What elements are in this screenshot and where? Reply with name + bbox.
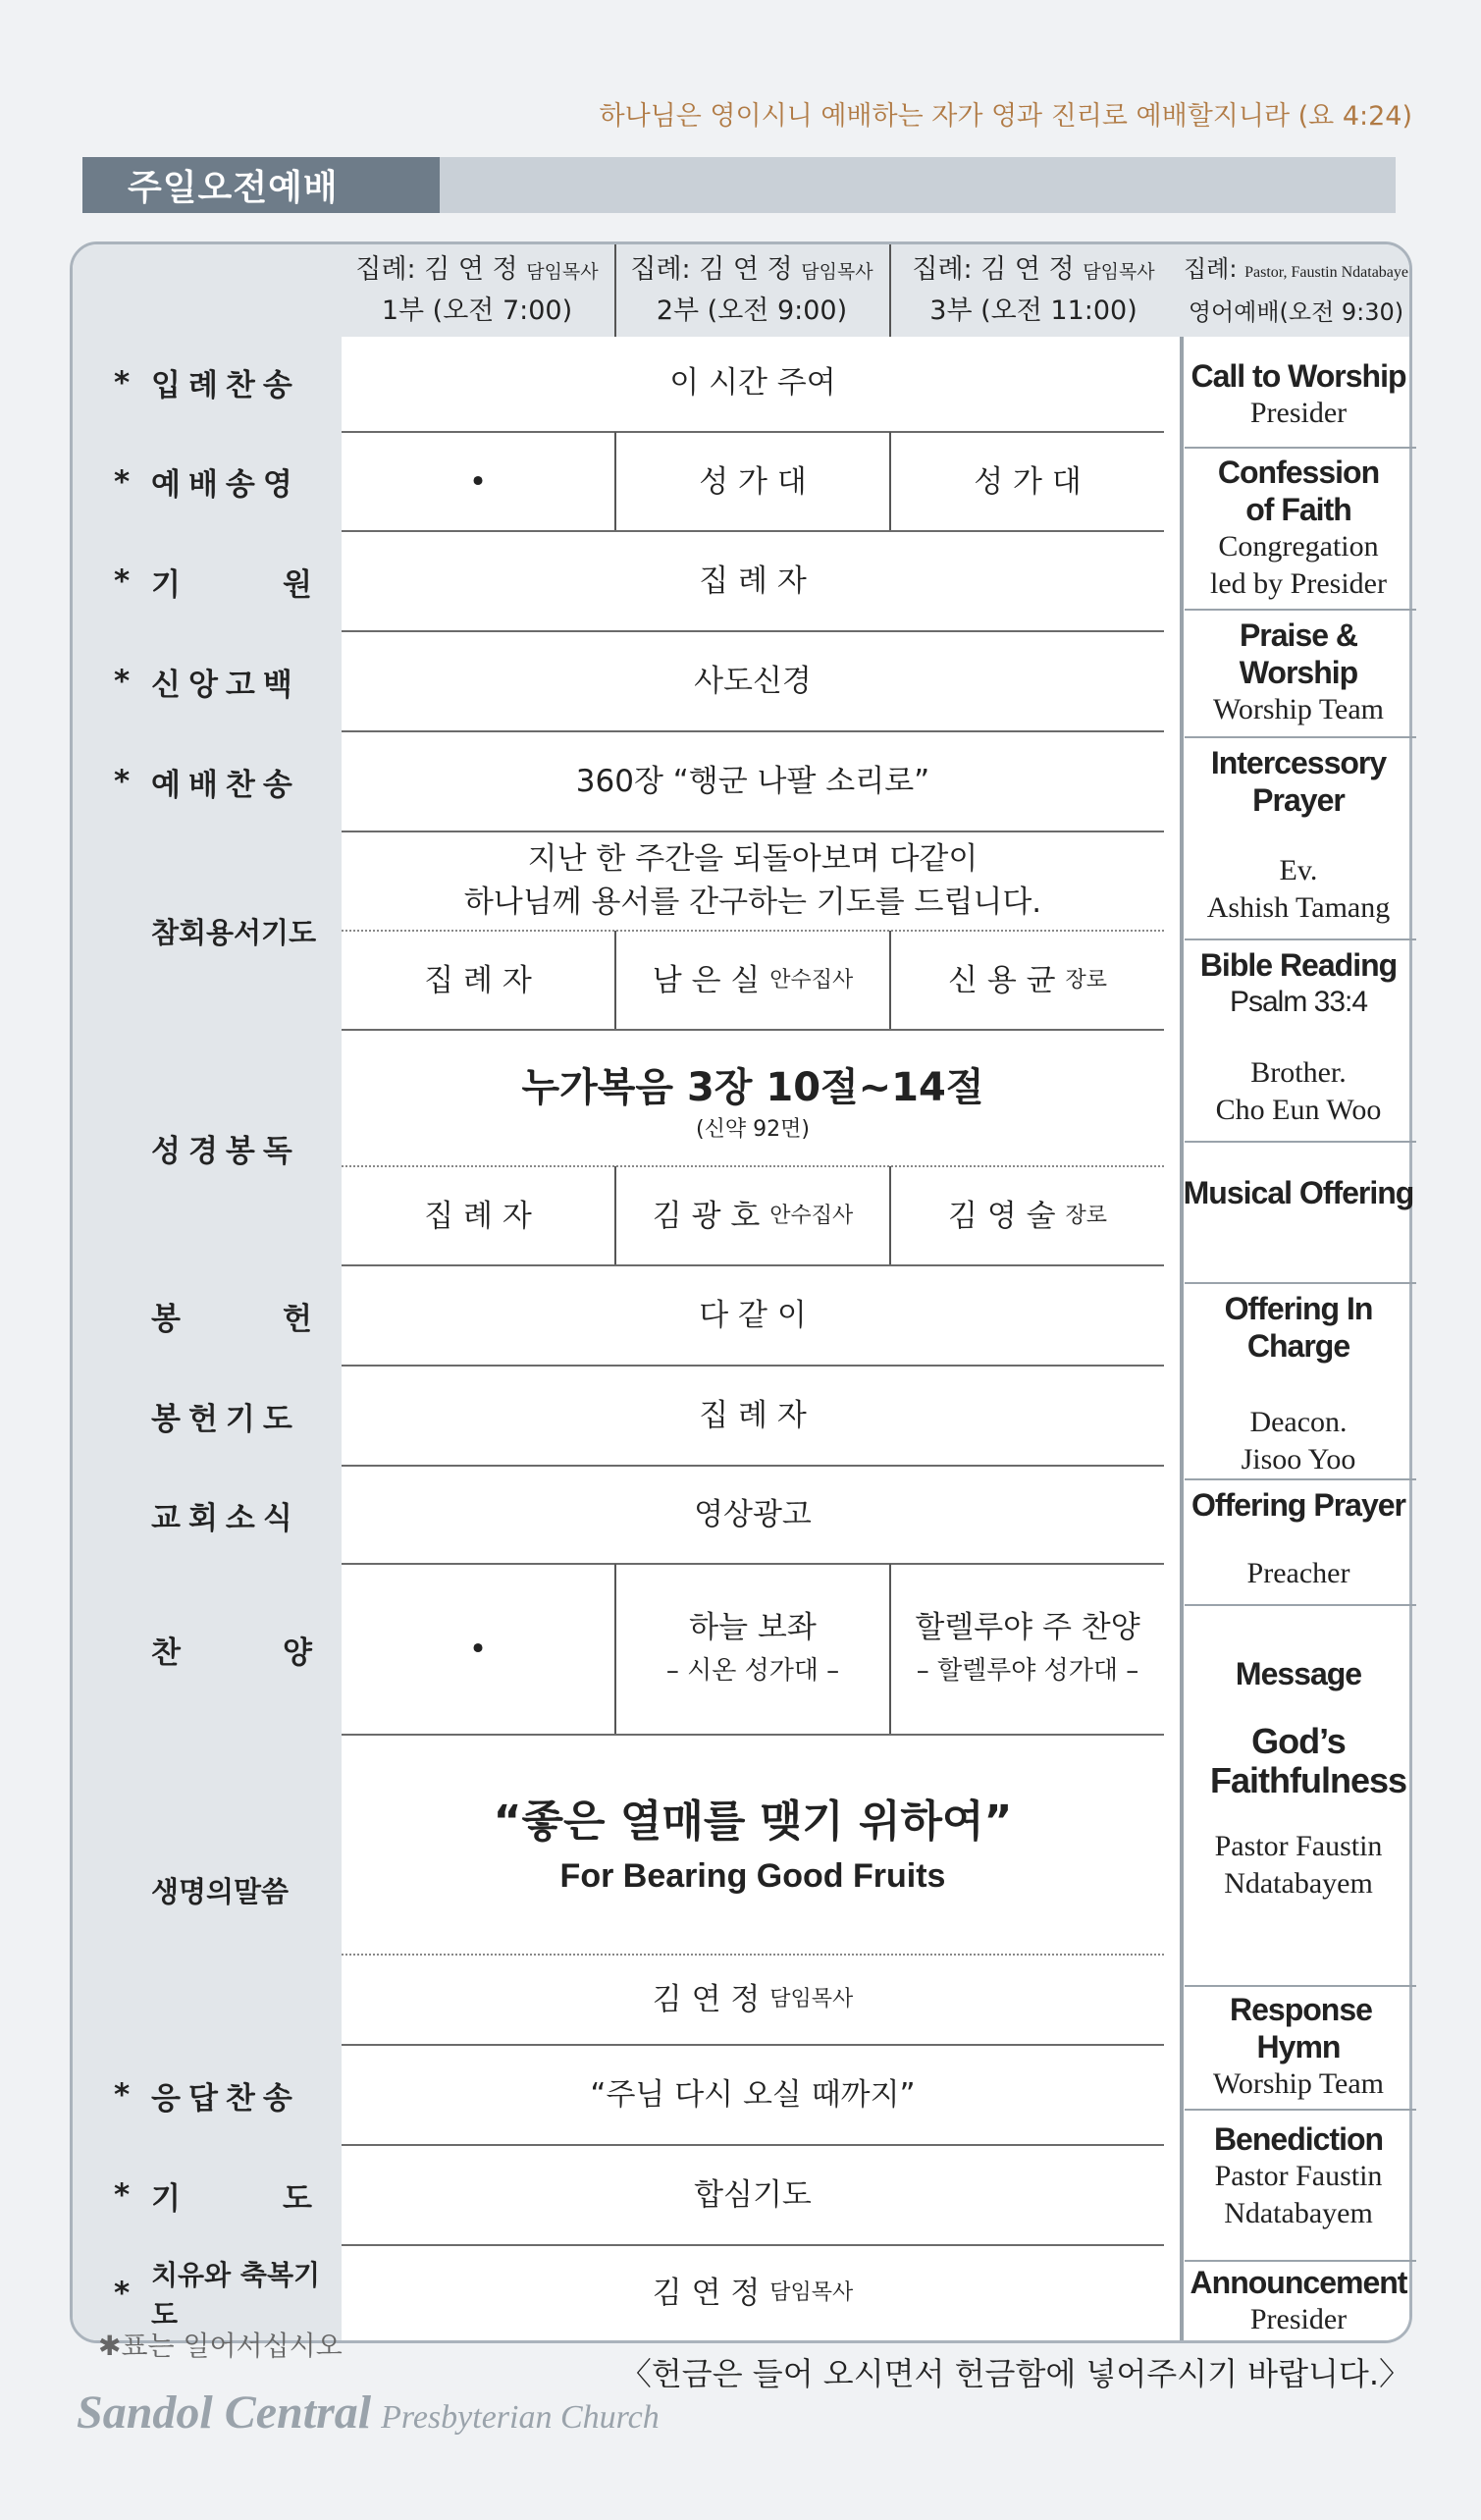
church-name-suffix: Presbyterian Church bbox=[381, 2399, 660, 2436]
en-divider bbox=[1185, 1985, 1416, 1987]
en-bible-reading: Bible Reading Psalm 33:4 Brother. Cho Eun Woo bbox=[1199, 947, 1398, 1126]
label-invocation: * 기 원 bbox=[114, 563, 312, 603]
en-divider bbox=[1185, 938, 1416, 940]
doxology-service-1: • bbox=[468, 463, 488, 500]
header-service-2: 집례: 김 연 정 담임목사 2부 (오전 9:00) bbox=[630, 254, 873, 326]
scripture-verse: 하나님은 영이시니 예배하는 자가 영과 진리로 예배할지니라 (요 4:24) bbox=[599, 101, 1412, 132]
confession-value: 사도신경 bbox=[694, 664, 812, 699]
scripture-reader-service-1: 집 례 자 bbox=[424, 1198, 532, 1234]
en-musical-offering: Musical Offering bbox=[1183, 1175, 1414, 1210]
en-call-to-worship: Call to Worship Presider bbox=[1190, 358, 1406, 429]
label-anthem: 찬 양 bbox=[151, 1635, 312, 1671]
church-name-main: Sandol Central bbox=[77, 2386, 372, 2439]
anthem-service-2: 하늘 보좌 – 시온 성가대 – bbox=[665, 1610, 840, 1686]
healing-prayer-value: 김 연 정 담임목사 bbox=[652, 2276, 854, 2311]
en-divider bbox=[1185, 2109, 1416, 2111]
en-response-hymn: Response Hymn Worship Team bbox=[1212, 1992, 1385, 2100]
invocation-value: 집 례 자 bbox=[699, 563, 807, 599]
en-offering-in-charge: Offering In Charge Deacon. Jisoo Yoo bbox=[1224, 1291, 1373, 1475]
sermon-preacher: 김 연 정 담임목사 bbox=[652, 1982, 854, 2017]
label-offering-prayer: 봉헌기도 bbox=[151, 1401, 300, 1437]
en-divider bbox=[1185, 1141, 1416, 1143]
en-divider bbox=[1185, 2260, 1416, 2262]
standing-note: ✱표는 일어서십시오 bbox=[98, 2330, 343, 2362]
anthem-service-3: 할렐루야 주 찬양 – 할렐루야 성가대 – bbox=[915, 1610, 1140, 1686]
repentance-prayer-service-2: 남 은 실 안수집사 bbox=[652, 962, 854, 998]
label-worship-hymn: * 예배찬송 bbox=[114, 764, 300, 803]
label-sermon: 생명의말씀 bbox=[151, 1874, 290, 1908]
en-divider bbox=[1185, 1282, 1416, 1284]
section-title: 주일오전예배 bbox=[82, 157, 440, 213]
en-divider bbox=[1185, 1604, 1416, 1606]
en-divider bbox=[1185, 447, 1416, 449]
anthem-service-1: • bbox=[468, 1632, 488, 1667]
prayer-value: 합심기도 bbox=[694, 2177, 812, 2213]
label-doxology: * 예배송영 bbox=[114, 463, 300, 503]
header-divider bbox=[889, 244, 891, 337]
response-hymn-value: “주님 다시 오실 때까지” bbox=[590, 2077, 916, 2113]
church-name bbox=[77, 2386, 660, 2440]
label-opening-hymn: * 입례찬송 bbox=[114, 364, 300, 403]
label-confession: * 신앙고백 bbox=[114, 664, 300, 703]
offering-note: 〈헌금은 들어 오시면서 헌금함에 넣어주시기 바랍니다.〉 bbox=[619, 2355, 1410, 2392]
en-announcement: Announcement Presider bbox=[1190, 2265, 1407, 2335]
header-service-3: 집례: 김 연 정 담임목사 3부 (오전 11:00) bbox=[912, 254, 1155, 326]
worship-hymn-value: 360장 “행군 나팔 소리로” bbox=[575, 764, 930, 799]
repentance-prayer-service-3: 신 용 균 장로 bbox=[948, 962, 1107, 998]
en-praise-worship: Praise & Worship Worship Team bbox=[1212, 617, 1385, 725]
en-divider bbox=[1185, 609, 1416, 611]
sermon-title: “좋은 열매를 맺기 위하여” For Bearing Good Fruits bbox=[493, 1796, 1013, 1895]
en-divider bbox=[1185, 1478, 1416, 1480]
label-church-news: 교회소식 bbox=[151, 1500, 300, 1536]
church-news-value: 영상광고 bbox=[694, 1497, 812, 1532]
en-benediction: Benediction Pastor Faustin Ndatabayem bbox=[1213, 2121, 1384, 2229]
scripture-reader-service-2: 김 광 호 안수집사 bbox=[652, 1198, 854, 1234]
en-intercessory-prayer: Intercessory Prayer Ev. Ashish Tamang bbox=[1206, 745, 1391, 924]
en-offering-prayer: Offering Prayer Preacher bbox=[1191, 1487, 1405, 1589]
en-confession: Confession of Faith Congregation led by Presider bbox=[1210, 455, 1387, 600]
label-scripture-reading: 성경봉독 bbox=[151, 1133, 300, 1169]
offering-value: 다 같 이 bbox=[699, 1298, 807, 1333]
header-english-service: 집례: Pastor, Faustin Ndatabaye 영어예배(오전 9:30) bbox=[1184, 255, 1408, 326]
row-divider bbox=[342, 1029, 1164, 1031]
label-healing-prayer: * 치유와 축복기도 bbox=[114, 2259, 321, 2331]
repentance-prayer-service-1: 집 례 자 bbox=[424, 962, 532, 998]
scripture-passage: 누가복음 3장 10절~14절 (신약 92면) bbox=[521, 1065, 984, 1142]
header-service-1: 집례: 김 연 정 담임목사 1부 (오전 7:00) bbox=[355, 254, 599, 326]
opening-hymn-value: 이 시간 주여 bbox=[669, 364, 836, 401]
repentance-prayer-text: 지난 한 주간을 되돌아보며 다같이 하나님께 용서를 간구하는 기도를 드립니다. bbox=[463, 841, 1042, 920]
doxology-service-2: 성 가 대 bbox=[699, 463, 807, 500]
header-divider bbox=[614, 244, 616, 337]
label-prayer: * 기 도 bbox=[114, 2177, 312, 2217]
label-repentance-prayer: 참회용서기도 bbox=[151, 915, 317, 949]
en-divider bbox=[1185, 736, 1416, 738]
scripture-reader-service-3: 김 영 술 장로 bbox=[948, 1198, 1107, 1234]
doxology-service-3: 성 가 대 bbox=[974, 463, 1082, 500]
label-offering: 봉 헌 bbox=[151, 1301, 312, 1337]
offering-prayer-value: 집 례 자 bbox=[699, 1398, 807, 1433]
row-divider bbox=[342, 1734, 1164, 1736]
en-message: Message God’s Faithfulness Pastor Faustin Ndatabayem bbox=[1210, 1656, 1407, 1900]
label-response-hymn: * 응답찬송 bbox=[114, 2077, 300, 2117]
